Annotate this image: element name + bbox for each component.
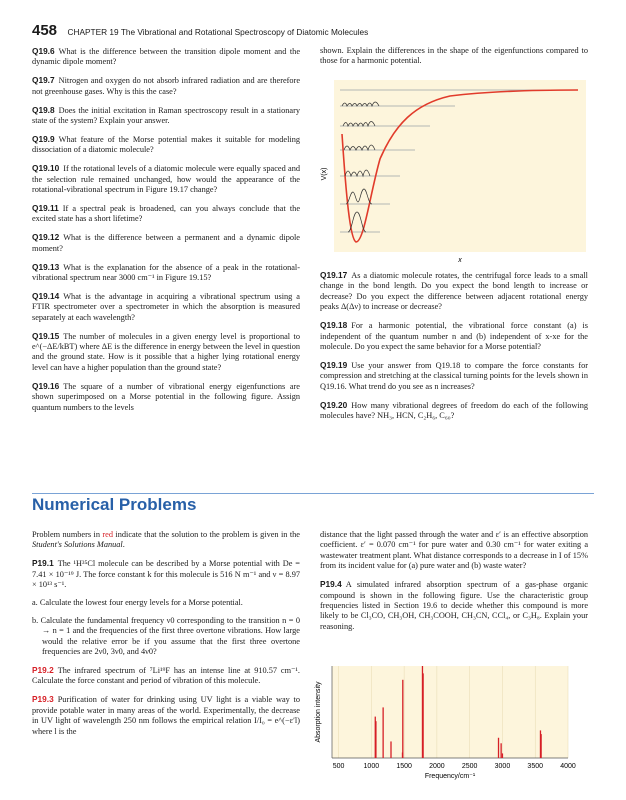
left-q19-10 [32, 163, 300, 195]
section-title: Numerical Problems [32, 495, 197, 514]
question-number: Q19.15 [32, 330, 60, 341]
left-q19-8 [32, 105, 300, 127]
ir-xtick-label: 3000 [494, 763, 511, 770]
right-q19-17 [320, 270, 588, 313]
question-text: How many vibrational degrees of freedom do each of the following molecules have? NH₃, HCN, C₂H₆, C₆₀? [320, 400, 588, 420]
left-q19-11 [32, 203, 300, 225]
left-questions [32, 46, 300, 420]
morse-ylabel: V(x) [321, 167, 328, 181]
question-text: The number of molecules in a given energy level is proportional to e^(−ΔE/kBT) where ΔE is the difference in energy between the level in question and the ground state. How is it possible that a higher lying rotational energy level can have a higher population than the ground state? [32, 331, 300, 372]
p19-3: P19.3 Purification of water for drinking using UV light is a viable way to provide potable water in many areas of the world. Experimentally, the decrease in UV light of wavelength 250 nm follows the empirical relation I/I₀ = e^(−ε′l) where l is the [32, 694, 300, 736]
question-number: Q19.20 [320, 399, 348, 410]
left-q19-6 [32, 46, 300, 68]
ir-xtick-label: 500 [332, 763, 345, 770]
left-q19-12 [32, 232, 300, 254]
right-top-text [320, 46, 588, 74]
question-number: Q19.11 [32, 202, 59, 213]
question-text: Does the initial excitation in Raman spectroscopy result in a stationary state of the system? Explain your answer. [32, 105, 300, 126]
right-q19-19 [320, 360, 588, 392]
ir-xtick-label: 1000 [363, 763, 380, 770]
left-q19-14 [32, 291, 300, 323]
ir-xtick-label: 2500 [461, 763, 478, 770]
question-number: Q19.18 [320, 320, 348, 331]
left-q19-7 [32, 75, 300, 97]
right-q19-18 [320, 320, 588, 352]
question-number: Q19.17 [320, 270, 348, 280]
question-text: Use your answer from Q19.18 to compare the force constants for compression and stretching at the classical turning points for the levels shown in Q19.16. What trend do you see as n increases? [320, 360, 588, 391]
question-text: For a harmonic potential, the vibrational force constant (a) is independent of the quantum number n and (b) independent of x-xe for the molecule. Do you expect the same behavior for a Morse potential? [320, 321, 588, 351]
intro-text: Problem numbers in red indicate that the solution to the problem is given in the Student's Solutions Manual. [32, 530, 300, 550]
question-text: If the rotational levels of a diatomic molecule were equally spaced and the selection rule remained unchanged, how would the appearance of the rotational-vibrational spectrum in Figure 19.17 change? [32, 164, 300, 195]
page-number: 458 [32, 22, 58, 39]
p19-2: P19.2 The infrared spectrum of ⁷Li¹⁹F has an intense line at 910.57 cm⁻¹. Calculate the force constant and period of vibration of this molecule. [32, 665, 300, 686]
chapter-title: CHAPTER 19 The Vibrational and Rotational Spectroscopy of Diatomic Molecules [67, 27, 369, 37]
ir-ylabel: Absorption intensity [315, 681, 322, 743]
question-text: What is the difference between the transition dipole moment and the dynamic dipole moment? [32, 47, 300, 67]
question-text: The square of a number of vibrational energy eigenfunctions are shown superimposed on a Morse potential in the following figure. Assign quantum numbers to the levels [32, 381, 300, 412]
question-number: Q19.16 [32, 380, 60, 391]
left-q19-15 [32, 331, 300, 374]
morse-figure [320, 74, 590, 264]
p19-3-continued: distance that the light passed through the water and ε′ is an effective absorption coefficient. ε′ = 0.070 cm⁻¹ for pure water and 0.30 cm⁻¹ for water exiting a wastewater treatment plant. What distance corresponds to a decrease in I of 15% from its incident value for (a) pure water and (b) waste water? [320, 530, 588, 571]
question-text: What is the advantage in acquiring a vibrational spectrum using a FTIR spectrometer over a spectrometer in which the absorption is measured separately at each wavelength? [32, 291, 300, 322]
right-q19-20 [320, 400, 588, 422]
question-number: Q19.19 [320, 359, 348, 370]
ir-plot-background [332, 666, 568, 758]
p19-1-a: a. Calculate the lowest four energy levels for a Morse potential. [32, 598, 243, 608]
question-number: Q19.14 [32, 290, 60, 301]
ir-spectrum-chart [310, 660, 580, 780]
question-text: What feature of the Morse potential makes it suitable for modeling dissociation of a diatomic molecule? [32, 134, 300, 155]
question-number: Q19.13 [32, 261, 60, 272]
right-questions [320, 270, 588, 429]
ir-xlabel: Frequency/cm⁻¹ [424, 773, 476, 780]
question-text: Nitrogen and oxygen do not absorb infrared radiation and are therefore not greenhouse gases. Why is this the case? [32, 76, 300, 96]
left-q19-16 [32, 381, 300, 413]
ir-xtick-label: 2000 [429, 763, 445, 770]
question-number: Q19.8 [32, 104, 55, 115]
question-text: What is the explanation for the absence of a peak in the rotational-vibrational spectrum near 3000 cm⁻¹ in Figure 19.15? [32, 262, 300, 282]
ir-xtick-label: 1500 [396, 763, 412, 770]
question-number: Q19.12 [32, 232, 60, 243]
question-text: What is the difference between a permanent and a dynamic dipole moment? [32, 233, 300, 253]
morse-xlabel: x [458, 257, 462, 264]
question-text: As a diatomic molecule rotates, the centrifugal force leads to a small change in the bond length. Do you expect the bond length to increase or decrease? Do you expect the difference between adjacent rotational energy peaks Δ(Δν) to increase or decrease? [320, 271, 588, 312]
ir-xtick-label: 4000 [560, 763, 576, 770]
question-number: Q19.7 [32, 75, 55, 86]
page-header [32, 22, 368, 40]
question-number: Q19.6 [32, 46, 55, 56]
p19-4: P19.4 A simulated infrared absorption spectrum of a gas-phase organic compound is shown in the following figure. Use the characteristic group frequencies listed in Section 19.6 to decide whether this compound is more likely to be Cl₃CO, CH₃OH, CH₃COOH, CH₃CN, CCl₄, or C₃H₈. Explain your reasoning. [320, 579, 588, 631]
left-q19-9 [32, 134, 300, 156]
p19-1: P19.1 The ¹H³⁵Cl molecule can be described by a Morse potential with De = 7.41 × 10⁻¹⁹ J. The force constant k for this molecule is 516 N m⁻¹ and ν = 8.97 × 10¹³ s⁻¹. [32, 558, 300, 590]
p19-1-b: b. Calculate the fundamental frequency ν0 corresponding to the transition n = 0 → n = 1 and the frequencies of the first three overtone vibrations. How large would the relative error be if you assume that the first three overtone frequencies are 2ν0, 3ν0, and 4ν0? [32, 615, 300, 657]
problems-left [32, 530, 300, 745]
section-rule [32, 493, 594, 494]
q19-16-continued: shown. Explain the differences in the shape of the eigenfunctions compared to those for a harmonic potential. [320, 46, 588, 66]
problems-right [320, 530, 588, 640]
question-text: If a spectral peak is broadened, can you always conclude that the excited state has a short lifetime? [32, 203, 300, 224]
ir-xtick-label: 3500 [527, 763, 544, 770]
left-q19-13 [32, 262, 300, 284]
question-number: Q19.9 [32, 133, 55, 144]
question-number: Q19.10 [32, 163, 60, 174]
